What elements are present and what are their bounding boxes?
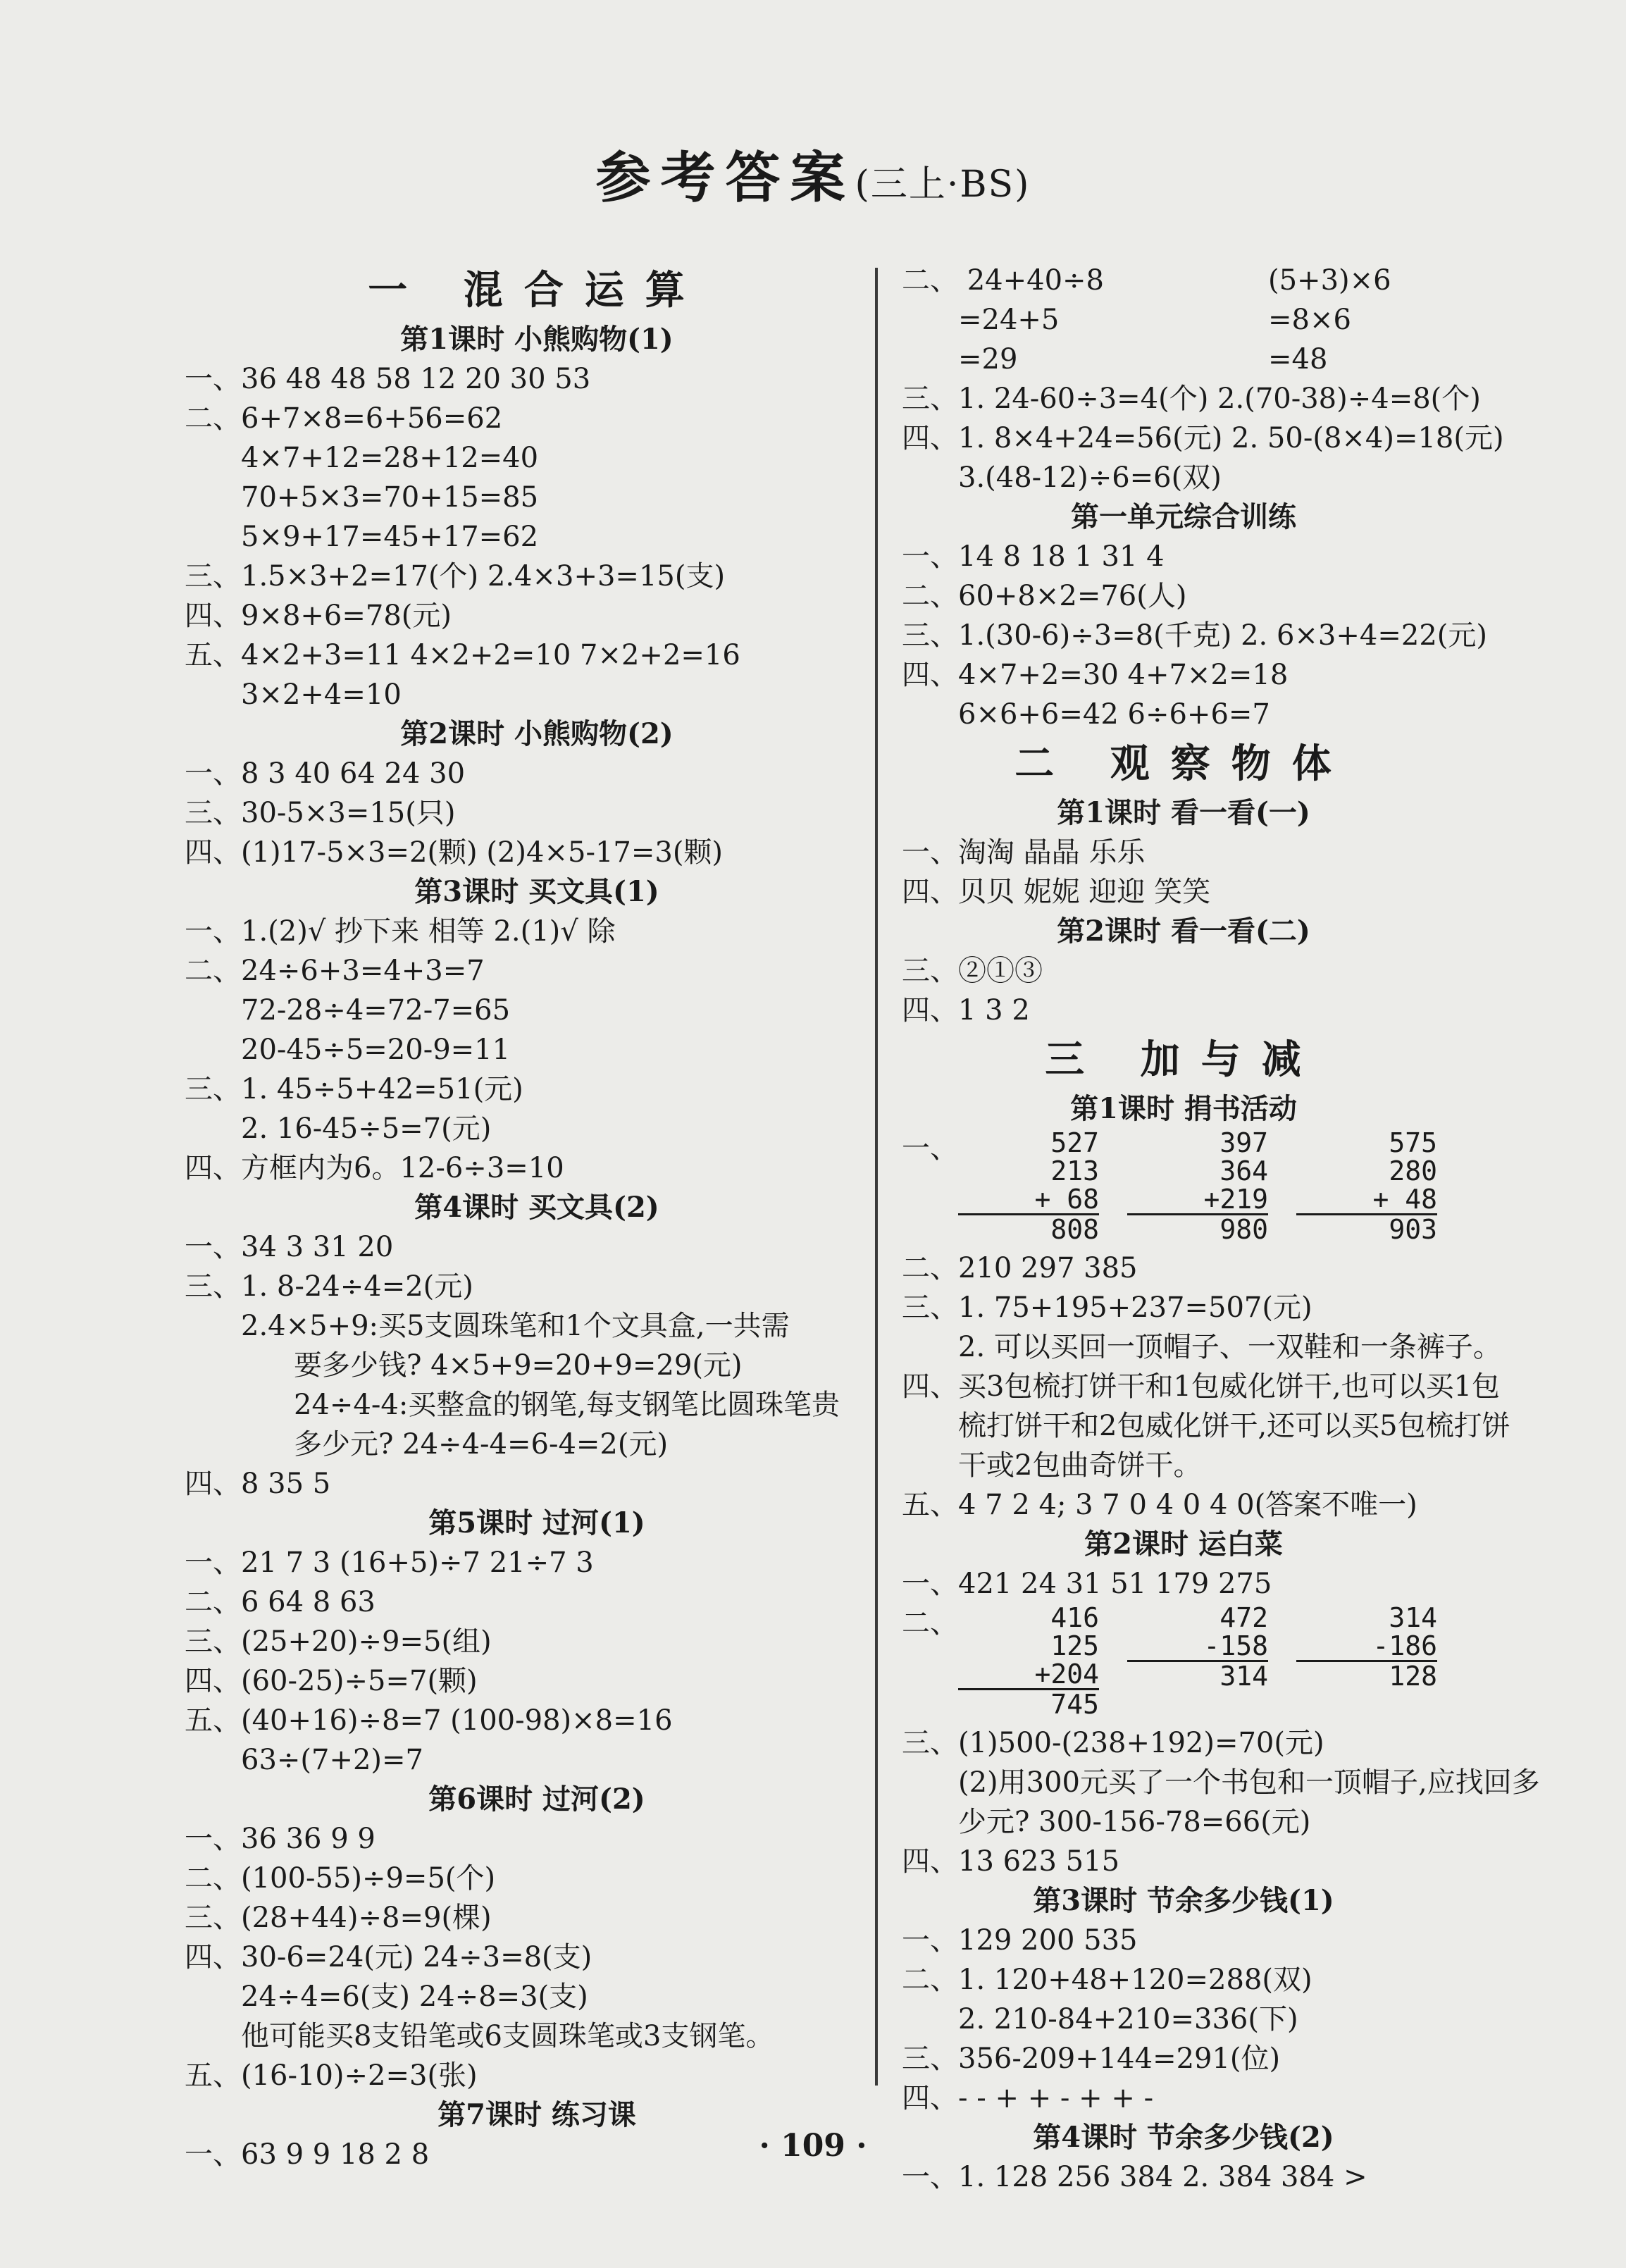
item-label: 二、	[902, 1607, 958, 1640]
answer-line	[902, 300, 1465, 340]
answer-line: 一、421 24 31 51 179 275	[902, 1568, 1272, 1600]
answer-line: 四、- - + + - + + -	[902, 2082, 1154, 2114]
answer-line: 三、(25+20)÷9=5(组)	[185, 1625, 492, 1658]
addend: +219	[1203, 1184, 1268, 1215]
answer-line: 四、(60-25)÷5=7(颗)	[185, 1665, 478, 1697]
answer-line: 二、24÷6+3=4+3=7	[185, 955, 485, 987]
answer-line: 一、21 7 3 (16+5)÷7 21÷7 3	[185, 1547, 594, 1579]
vertical-sum	[1127, 1129, 1268, 1244]
title-subtitle: (三上·BS)	[855, 163, 1031, 206]
lesson-heading: 第5课时 过河(1)	[428, 1506, 645, 1539]
answer-line: 一、8 3 40 64 24 30	[185, 757, 466, 790]
operand: -186	[1372, 1630, 1437, 1661]
answer-line: 一、34 3 31 20	[185, 1231, 394, 1263]
vertical-difference	[1127, 1604, 1268, 1718]
item-label: 一、	[902, 1132, 958, 1165]
answer-line: 5×9+17=45+17=62	[241, 521, 539, 553]
vertical-sum	[958, 1129, 1099, 1244]
answer-line: 二、6+7×8=6+56=62	[185, 402, 503, 435]
answer-line: 四、30-6=24(元) 24÷3=8(支)	[185, 1941, 592, 1973]
answer-line: 2. 210-84+210=336(下)	[958, 2003, 1298, 2035]
answer-line: 一、63 9 9 18 2 8	[185, 2138, 430, 2171]
result: 745	[958, 1688, 1099, 1718]
answer-line: 四、买3包梳打饼干和1包威化饼干,也可以买1包	[902, 1370, 1501, 1403]
unit-heading: 三 加与减	[1045, 1036, 1322, 1083]
answer-line: 二、(100-55)÷9=5(个)	[185, 1862, 496, 1895]
vertical-difference	[1296, 1604, 1437, 1718]
answer-line: 五、4×2+3=11 4×2+2=10 7×2+2=16	[185, 639, 740, 671]
answer-line: 70+5×3=70+15=85	[241, 481, 539, 514]
result: 128	[1296, 1660, 1437, 1690]
lesson-heading: 第一单元综合训练	[1071, 500, 1296, 533]
expr-right: (5+3)×6	[1268, 264, 1391, 297]
answer-line: 二、60+8×2=76(人)	[902, 580, 1187, 612]
answer-line: 三、1. 8-24÷4=2(元)	[185, 1270, 473, 1303]
lesson-heading: 第2课时 看一看(二)	[1057, 915, 1310, 948]
sum: 903	[1296, 1213, 1437, 1244]
answer-line: 多少元? 24÷4-4=6-4=2(元)	[294, 1428, 669, 1461]
sum: 980	[1127, 1213, 1268, 1244]
answer-line: 三、(28+44)÷8=9(棵)	[185, 1902, 492, 1934]
answer-line: 一、1.(2)√ 抄下来 相等 2.(1)√ 除	[185, 915, 616, 948]
lesson-heading: 第4课时 买文具(2)	[414, 1191, 659, 1224]
answer-line: 少元? 300-156-78=66(元)	[958, 1806, 1311, 1838]
right-column	[902, 261, 1540, 2197]
answer-line: 72-28÷4=72-7=65	[241, 994, 511, 1027]
answer-line: 2. 16-45÷5=7(元)	[241, 1113, 492, 1145]
answer-line: 24÷4-4:买整盒的钢笔,每支钢笔比圆珠笔贵	[294, 1389, 840, 1421]
unit-heading: 一 混合运算	[368, 267, 706, 314]
operand: -158	[1203, 1630, 1268, 1661]
answer-line: 四、方框内为6。12-6÷3=10	[185, 1152, 564, 1184]
answer-line: 一、淘淘 晶晶 乐乐	[902, 836, 1146, 869]
answer-line: 梳打饼干和2包威化饼干,还可以买5包梳打饼	[958, 1410, 1510, 1442]
answer-line: 二、210 297 385	[902, 1252, 1138, 1284]
lesson-heading: 第7课时 练习课	[437, 2098, 636, 2131]
vertical-arith-block	[902, 1604, 1465, 1723]
lesson-heading: 第2课时 运白菜	[1084, 1528, 1283, 1561]
answer-line: 三、1.5×3+2=17(个) 2.4×3+3=15(支)	[185, 560, 726, 593]
answer-line: 三、1.(30-6)÷3=8(千克) 2. 6×3+4=22(元)	[902, 619, 1487, 652]
answer-line: 三、1. 45÷5+42=51(元)	[185, 1073, 523, 1105]
answer-line: 四、8 35 5	[185, 1468, 331, 1500]
vertical-sum	[1296, 1129, 1437, 1244]
addend: + 68	[1034, 1184, 1099, 1215]
answer-line: 四、13 623 515	[902, 1845, 1120, 1878]
operand: 314	[1389, 1602, 1437, 1633]
answer-line: 四、9×8+6=78(元)	[185, 600, 452, 632]
addend: 575	[1389, 1127, 1437, 1158]
answer-line: 63÷(7+2)=7	[241, 1744, 424, 1776]
result: 314	[1127, 1660, 1268, 1690]
answer-line: 3×2+4=10	[241, 678, 402, 711]
vertical-addition-block	[902, 1129, 1465, 1248]
unit-heading: 二 观察物体	[1014, 740, 1353, 787]
answer-line: 三、30-5×3=15(只)	[185, 797, 456, 829]
expr-right: =48	[1268, 343, 1328, 376]
answer-line: 三、1. 24-60÷3=4(个) 2.(70-38)÷4=8(个)	[902, 383, 1481, 415]
answer-line	[902, 261, 1465, 300]
vertical-sum	[958, 1604, 1099, 1718]
title-text: 参考答案	[595, 146, 855, 210]
addend: 397	[1220, 1127, 1268, 1158]
addend: 213	[1050, 1155, 1099, 1186]
sum: 808	[958, 1213, 1099, 1244]
page-number: · 109 ·	[759, 2128, 867, 2164]
answer-line: 四、4×7+2=30 4+7×2=18	[902, 659, 1289, 691]
addend: 527	[1050, 1127, 1099, 1158]
answer-line: 3.(48-12)÷6=6(双)	[958, 461, 1222, 494]
operand: 472	[1220, 1602, 1268, 1633]
lesson-heading: 第1课时 小熊购物(1)	[400, 323, 674, 356]
lesson-heading: 第2课时 小熊购物(2)	[400, 717, 674, 750]
answer-line: 6×6+6=42 6÷6+6=7	[958, 698, 1270, 731]
expr-left: =24+5	[958, 304, 1060, 336]
answer-line: 四、贝贝 妮妮 迎迎 笑笑	[902, 876, 1211, 908]
expr-left: =29	[958, 343, 1018, 376]
answer-line: 四、(1)17-5×3=2(颗) (2)4×5-17=3(颗)	[185, 836, 724, 869]
addend: 280	[1389, 1155, 1437, 1186]
answer-line: 2.4×5+9:买5支圆珠笔和1个文具盒,一共需	[241, 1310, 790, 1342]
answer-line: (2)用300元买了一个书包和一顶帽子,应找回多	[958, 1766, 1540, 1799]
lesson-heading: 第4课时 节余多少钱(2)	[1033, 2121, 1334, 2154]
answer-line: 24÷4=6(支) 24÷8=3(支)	[241, 1981, 588, 2013]
answer-line: 三、②①③	[902, 955, 1043, 987]
answer-line: 二、1. 120+48+120=288(双)	[902, 1964, 1312, 1996]
answer-line: 一、36 36 9 9	[185, 1823, 376, 1855]
vertical-sums	[958, 1129, 1465, 1244]
addend: + 48	[1372, 1184, 1437, 1215]
answer-line: 2. 可以买回一顶帽子、一双鞋和一条裤子。	[958, 1331, 1501, 1363]
answer-line: 一、14 8 18 1 31 4	[902, 540, 1165, 573]
lesson-heading: 第3课时 买文具(1)	[414, 875, 659, 908]
answer-line: 他可能买8支铅笔或6支圆珠笔或3支钢笔。	[241, 2020, 774, 2052]
answer-line: 干或2包曲奇饼干。	[958, 1449, 1202, 1482]
addend: 364	[1220, 1155, 1268, 1186]
answer-line: 三、1. 75+195+237=507(元)	[902, 1291, 1312, 1324]
answer-line: 20-45÷5=20-9=11	[241, 1034, 511, 1066]
lesson-heading: 第3课时 节余多少钱(1)	[1033, 1884, 1334, 1917]
answer-line: 要多少钱? 4×5+9=20+9=29(元)	[294, 1349, 743, 1382]
answer-line: 二、6 64 8 63	[185, 1586, 376, 1618]
answer-line: 一、1. 128 256 384 2. 384 384 >	[902, 2161, 1367, 2193]
lesson-heading: 第1课时 看一看(一)	[1057, 796, 1310, 829]
answer-line: 一、129 200 535	[902, 1924, 1138, 1957]
vertical-sums	[958, 1604, 1465, 1718]
operand: +204	[1034, 1659, 1099, 1690]
answer-line: 四、1 3 2	[902, 994, 1030, 1027]
answer-line: 五、(40+16)÷8=7 (100-98)×8=16	[185, 1704, 673, 1737]
answer-line: 一、36 48 48 58 12 20 30 53	[185, 363, 591, 395]
answer-line: 五、(16-10)÷2=3(张)	[185, 2059, 478, 2092]
expr-left: 二、 24+40÷8	[902, 264, 1104, 297]
answer-line: 五、4 7 2 4; 3 7 0 4 0 4 0(答案不唯一)	[902, 1489, 1417, 1521]
answer-line: 三、356-209+144=291(位)	[902, 2043, 1281, 2075]
operand: 416	[1050, 1602, 1099, 1633]
answer-line: 4×7+12=28+12=40	[241, 442, 539, 474]
lesson-heading: 第1课时 捐书活动	[1070, 1092, 1297, 1125]
answer-line: 三、(1)500-(238+192)=70(元)	[902, 1727, 1324, 1759]
answer-line: 四、1. 8×4+24=56(元) 2. 50-(8×4)=18(元)	[902, 422, 1504, 454]
operand: 125	[1050, 1630, 1099, 1661]
left-column	[185, 261, 889, 2174]
page-title	[0, 134, 1626, 213]
lesson-heading: 第6课时 过河(2)	[428, 1783, 645, 1816]
expr-right: =8×6	[1268, 304, 1351, 336]
answer-line	[902, 340, 1465, 379]
